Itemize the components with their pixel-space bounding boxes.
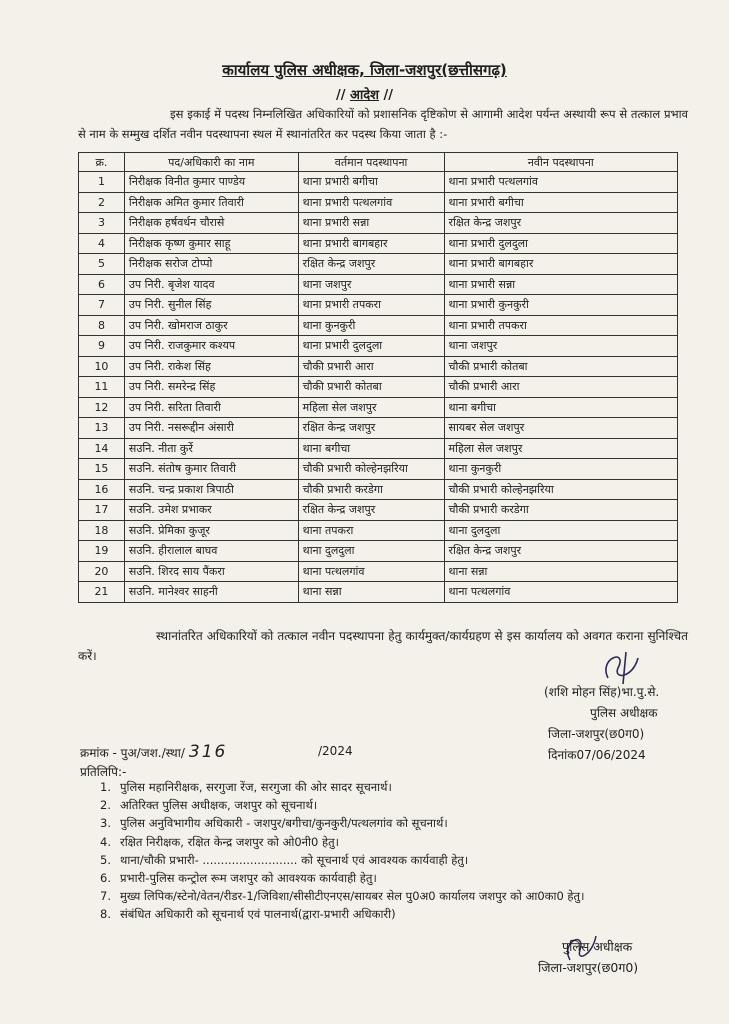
cell-serial: 3 — [79, 213, 125, 234]
table-row — [79, 315, 678, 336]
cell-new-posting: थाना प्रभारी सन्ना — [444, 274, 677, 295]
table-row — [79, 438, 678, 459]
intro-paragraph: इस इकाई में पदस्थ निम्नलिखित अधिकारियों को प्रशासनिक दृष्टिकोण से आगामी आदेश पर्यन्त अस्थायी रूप से तत्काल प्रभाव से नाम के सम्मुख दर्शित नवीन पदस्थापना स्थल में स्थानांतरित कर पदस्थ किया जाता है :- — [78, 107, 688, 141]
cell-officer-name: सउनि. संतोष कुमार तिवारी — [124, 459, 298, 480]
cell-officer-name: सउनि. प्रेमिका कुजूर — [124, 520, 298, 541]
copy-item-number: 4. — [100, 834, 111, 849]
order-heading — [0, 85, 729, 103]
signatory-district: जिला-जशपुर(छ0ग0) — [548, 727, 645, 741]
copy-item-text: रक्षित निरीक्षक, रक्षित केन्द्र जशपुर को ओ0नी0 हेतु। — [120, 834, 339, 849]
cell-current-posting: थाना प्रभारी दुलदुला — [298, 336, 444, 357]
cell-current-posting: थाना पत्थलगांव — [298, 561, 444, 582]
cell-new-posting: थाना बगीचा — [444, 397, 677, 418]
copy-label: प्रतिलिपि:- — [80, 765, 127, 779]
cell-serial: 17 — [79, 500, 125, 521]
copy-item-text: अतिरिक्त पुलिस अधीक्षक, जशपुर को सूचनार्थ। — [120, 798, 318, 813]
table-row — [79, 336, 678, 357]
reference-value: 316 — [188, 742, 228, 762]
cell-serial: 2 — [79, 192, 125, 213]
cell-serial: 20 — [79, 561, 125, 582]
signatory-designation-2: पुलिस अधीक्षक — [562, 939, 633, 954]
cell-serial: 11 — [79, 377, 125, 398]
cell-serial: 7 — [79, 295, 125, 316]
list-item — [100, 869, 700, 887]
cell-serial: 1 — [79, 172, 125, 193]
cell-officer-name: सउनि. शिरद साय पैंकरा — [124, 561, 298, 582]
table-row — [79, 274, 678, 295]
cell-officer-name: उप निरी. बृजेश यादव — [124, 274, 298, 295]
cell-new-posting: चौकी प्रभारी करडेगा — [444, 500, 677, 521]
copy-item-number: 2. — [100, 798, 111, 813]
cell-officer-name: उप निरी. सुनील सिंह — [124, 295, 298, 316]
cell-new-posting: चौकी प्रभारी कोतबा — [444, 356, 677, 377]
cell-new-posting: थाना प्रभारी बागबहार — [444, 254, 677, 275]
table-row — [79, 213, 678, 234]
cell-officer-name: उप निरी. राजकुमार कश्यप — [124, 336, 298, 357]
cell-officer-name: निरीक्षक सरोज टोप्पो — [124, 254, 298, 275]
cell-officer-name: सउनि. मानेश्वर साहनी — [124, 582, 298, 603]
list-item — [100, 887, 700, 905]
cell-new-posting: थाना प्रभारी तपकरा — [444, 315, 677, 336]
cell-serial: 4 — [79, 233, 125, 254]
table-row — [79, 561, 678, 582]
copy-item-number: 7. — [100, 889, 111, 904]
order-date: दिनांक07/06/2024 — [548, 748, 646, 762]
cell-officer-name: सउनि. उमेश प्रभाकर — [124, 500, 298, 521]
cell-current-posting: थाना कुनकुरी — [298, 315, 444, 336]
copy-item-number: 1. — [100, 780, 111, 794]
list-item — [100, 814, 700, 832]
closing-paragraph: स्थानांतरित अधिकारियों को तत्काल नवीन पदस्थापना हेतु कार्यमुक्त/कार्यग्रहण से इस कार्यालय को अवगत कराना सुनिश्चित करें। — [78, 629, 688, 663]
table-row — [79, 541, 678, 562]
cell-current-posting: चौकी प्रभारी कोल्हेनझरिया — [298, 459, 444, 480]
cell-new-posting: चौकी प्रभारी आरा — [444, 377, 677, 398]
reference-year: /2024 — [318, 744, 353, 758]
cell-current-posting: महिला सेल जशपुर — [298, 397, 444, 418]
table-row — [79, 500, 678, 521]
cell-officer-name: निरीक्षक विनीत कुमार पाण्डेय — [124, 172, 298, 193]
cell-officer-name: सउनि. नीता कुर्रे — [124, 438, 298, 459]
copy-item-text: थाना/चौकी प्रभारी- .......................... को सूचनार्थ एवं आवश्यक कार्यवाही हेतु। — [120, 852, 469, 867]
cell-current-posting: चौकी प्रभारी करडेगा — [298, 479, 444, 500]
cell-new-posting: थाना प्रभारी कुनकुरी — [444, 295, 677, 316]
table-row — [79, 295, 678, 316]
cell-current-posting: चौकी प्रभारी कोतबा — [298, 377, 444, 398]
cell-officer-name: उप निरी. राकेश सिंह — [124, 356, 298, 377]
reference-prefix: क्रमांक - पुअ/जश./स्था/ — [80, 746, 185, 760]
table-row — [79, 233, 678, 254]
copy-item-number: 3. — [100, 816, 111, 831]
table-row — [79, 377, 678, 398]
cell-current-posting: थाना जशपुर — [298, 274, 444, 295]
cell-serial: 10 — [79, 356, 125, 377]
copy-item-text: पुलिस अनुविभागीय अधिकारी - जशपुर/बगीचा/कुनकुरी/पत्थलगांव को सूचनार्थ। — [120, 816, 448, 831]
cell-new-posting: रक्षित केन्द्र जशपुर — [444, 541, 677, 562]
order-label: आदेश — [349, 88, 380, 103]
cell-new-posting: थाना पत्थलगांव — [444, 582, 677, 603]
cell-current-posting: थाना प्रभारी तपकरा — [298, 295, 444, 316]
cell-serial: 12 — [79, 397, 125, 418]
cell-serial: 18 — [79, 520, 125, 541]
list-item — [100, 778, 700, 796]
table-row — [79, 479, 678, 500]
header-current-posting: वर्तमान पदस्थापना — [298, 153, 444, 172]
cell-current-posting: थाना प्रभारी सन्ना — [298, 213, 444, 234]
cell-current-posting: थाना सन्ना — [298, 582, 444, 603]
cell-current-posting: रक्षित केन्द्र जशपुर — [298, 500, 444, 521]
list-item — [100, 851, 700, 869]
cell-serial: 13 — [79, 418, 125, 439]
reference-number — [80, 742, 227, 762]
cell-officer-name: निरीक्षक हर्षवर्धन चौरासे — [124, 213, 298, 234]
table-row — [79, 520, 678, 541]
order-suffix: // — [383, 88, 394, 103]
cell-new-posting: थाना प्रभारी दुलदुला — [444, 233, 677, 254]
cell-officer-name: उप निरी. समरेन्द्र सिंह — [124, 377, 298, 398]
cell-serial: 16 — [79, 479, 125, 500]
cell-serial: 14 — [79, 438, 125, 459]
list-item — [100, 796, 700, 814]
copy-item-text: पुलिस महानिरीक्षक, सरगुजा रेंज, सरगुजा की ओर सादर सूचनार्थ। — [120, 780, 392, 794]
cell-serial: 19 — [79, 541, 125, 562]
cell-serial: 9 — [79, 336, 125, 357]
signature-block-2 — [538, 936, 639, 978]
table-row — [79, 397, 678, 418]
signatory-designation: पुलिस अधीक्षक — [590, 706, 658, 720]
cell-new-posting: महिला सेल जशपुर — [444, 438, 677, 459]
signature-block — [544, 648, 718, 762]
cell-current-posting: थाना दुलदुला — [298, 541, 444, 562]
cell-new-posting: सायबर सेल जशपुर — [444, 418, 677, 439]
order-prefix: // — [335, 88, 346, 103]
cell-officer-name: उप निरी. नसरूद्दीन अंसारी — [124, 418, 298, 439]
copy-list — [100, 778, 700, 924]
list-item — [100, 833, 700, 851]
copy-item-number: 6. — [100, 871, 111, 886]
cell-new-posting: रक्षित केन्द्र जशपुर — [444, 213, 677, 234]
table-row — [79, 192, 678, 213]
cell-officer-name: उप निरी. सरिता तिवारी — [124, 397, 298, 418]
header-officer-name: पद/अधिकारी का नाम — [124, 153, 298, 172]
table-header-row — [79, 153, 678, 172]
copy-item-number: 5. — [100, 852, 111, 867]
office-title: कार्यालय पुलिस अधीक्षक, जिला-जशपुर(छत्तीसगढ़) — [222, 61, 507, 79]
cell-new-posting: थाना जशपुर — [444, 336, 677, 357]
table-body — [79, 172, 678, 603]
cell-current-posting: थाना तपकरा — [298, 520, 444, 541]
cell-current-posting: थाना बगीचा — [298, 438, 444, 459]
table-row — [79, 582, 678, 603]
signatory-district-2: जिला-जशपुर(छ0ग0) — [538, 960, 639, 975]
table-row — [79, 418, 678, 439]
copy-item-text: प्रभारी-पुलिस कन्ट्रोल रूम जशपुर को आवश्यक कार्यवाही हेतु। — [120, 871, 377, 886]
cell-new-posting: थाना प्रभारी बगीचा — [444, 192, 677, 213]
cell-officer-name: सउनि. चन्द्र प्रकाश त्रिपाठी — [124, 479, 298, 500]
cell-officer-name: उप निरी. खोमराज ठाकुर — [124, 315, 298, 336]
copy-item-text: मुख्य लिपिक/स्टेनो/वेतन/रीडर-1/जिविशा/सीसीटीएनएस/सायबर सेल पु0अ0 कार्यालय जशपुर को आ0का0 हेतु। — [120, 889, 585, 904]
cell-serial: 21 — [79, 582, 125, 603]
cell-new-posting: थाना सन्ना — [444, 561, 677, 582]
cell-new-posting: थाना दुलदुला — [444, 520, 677, 541]
cell-officer-name: निरीक्षक कृष्ण कुमार साहू — [124, 233, 298, 254]
table-row — [79, 459, 678, 480]
cell-current-posting: थाना प्रभारी बागबहार — [298, 233, 444, 254]
table-row — [79, 356, 678, 377]
header-new-posting: नवीन पदस्थापना — [444, 153, 677, 172]
transfer-table — [78, 152, 678, 603]
copy-item-text: संबंधित अधिकारी को सूचनार्थ एवं पालनार्थ(द्वारा-प्रभारी अधिकारी) — [120, 907, 396, 922]
cell-serial: 15 — [79, 459, 125, 480]
cell-current-posting: थाना प्रभारी बगीचा — [298, 172, 444, 193]
copy-item-number: 8. — [100, 907, 111, 922]
cell-officer-name: सउनि. हीरालाल बाघव — [124, 541, 298, 562]
header-serial: क्र. — [79, 153, 125, 172]
cell-serial: 8 — [79, 315, 125, 336]
cell-current-posting: चौकी प्रभारी आरा — [298, 356, 444, 377]
cell-current-posting: रक्षित केन्द्र जशपुर — [298, 418, 444, 439]
cell-new-posting: थाना प्रभारी पत्थलगांव — [444, 172, 677, 193]
table-row — [79, 172, 678, 193]
table-row — [79, 254, 678, 275]
signatory-name: (शशि मोहन सिंह)भा.पु.से. — [544, 685, 660, 699]
cell-officer-name: निरीक्षक अमित कुमार तिवारी — [124, 192, 298, 213]
cell-current-posting: रक्षित केन्द्र जशपुर — [298, 254, 444, 275]
cell-new-posting: थाना कुनकुरी — [444, 459, 677, 480]
list-item — [100, 905, 700, 923]
cell-new-posting: चौकी प्रभारी कोल्हेनझरिया — [444, 479, 677, 500]
cell-serial: 6 — [79, 274, 125, 295]
cell-current-posting: थाना प्रभारी पत्थलगांव — [298, 192, 444, 213]
cell-serial: 5 — [79, 254, 125, 275]
